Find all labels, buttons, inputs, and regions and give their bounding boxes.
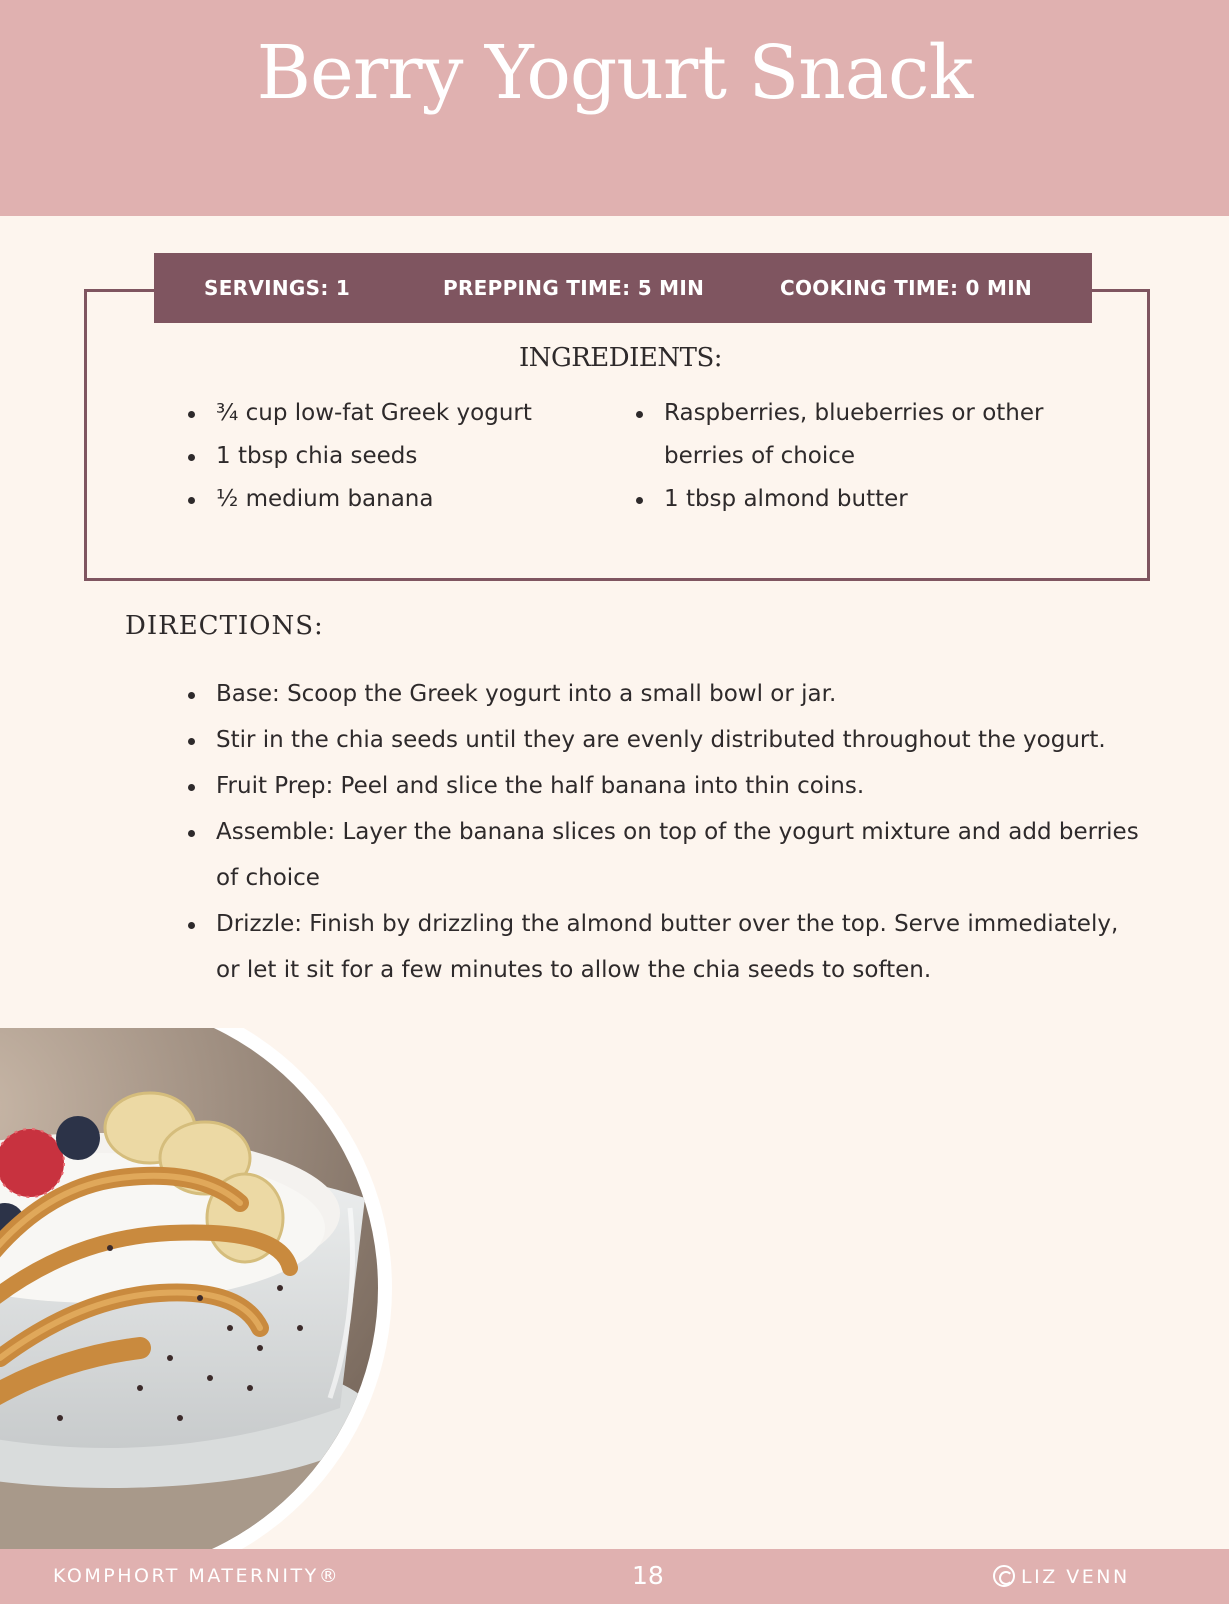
header-banner [0,0,1229,216]
box-top-right-rule [1090,289,1150,292]
servings-label: SERVINGS: 1 [204,276,351,300]
yogurt-bowl-illustration [0,1028,396,1550]
copyright-owner: LIZ VENN [1021,1566,1130,1588]
list-item: Fruit Prep: Peel and slice the half banana into thin coins. [188,763,1148,809]
footer-copyright [993,1565,1130,1588]
list-item: Base: Scoop the Greek yogurt into a small bowl or jar. [188,671,1148,717]
cook-time-label: COOKING TIME: 0 MIN [780,276,1033,300]
footer-brand: KOMPHORT MATERNITY® [53,1565,341,1587]
page-title: Berry Yogurt Snack [256,30,973,116]
yogurt-bowl-photo [0,1028,396,1550]
list-item: Raspberries, blueberries or other berries of choice [636,392,1096,478]
recipe-meta-bar [154,253,1092,323]
list-item: ¾ cup low-fat Greek yogurt [188,392,608,435]
footer-bar [0,1549,1229,1604]
directions-heading: DIRECTIONS: [125,611,324,641]
box-top-left-rule [84,289,156,292]
ingredients-list-right [636,392,1096,521]
list-item: Assemble: Layer the banana slices on top of the yogurt mixture and add berries of choice [188,809,1148,901]
directions-list [188,671,1148,993]
list-item: 1 tbsp chia seeds [188,435,608,478]
list-item: 1 tbsp almond butter [636,478,1096,521]
ingredients-heading: INGREDIENTS: [518,343,723,373]
list-item: Stir in the chia seeds until they are evenly distributed throughout the yogurt. [188,717,1148,763]
page-number: 18 [632,1561,664,1590]
list-item: ½ medium banana [188,478,608,521]
prep-time-label: PREPPING TIME: 5 MIN [443,276,705,300]
ingredients-list-left [188,392,608,521]
copyright-icon [993,1565,1015,1587]
list-item: Drizzle: Finish by drizzling the almond butter over the top. Serve immediately, or let it sit for a few minutes to allow the chia seeds to soften. [188,901,1148,993]
